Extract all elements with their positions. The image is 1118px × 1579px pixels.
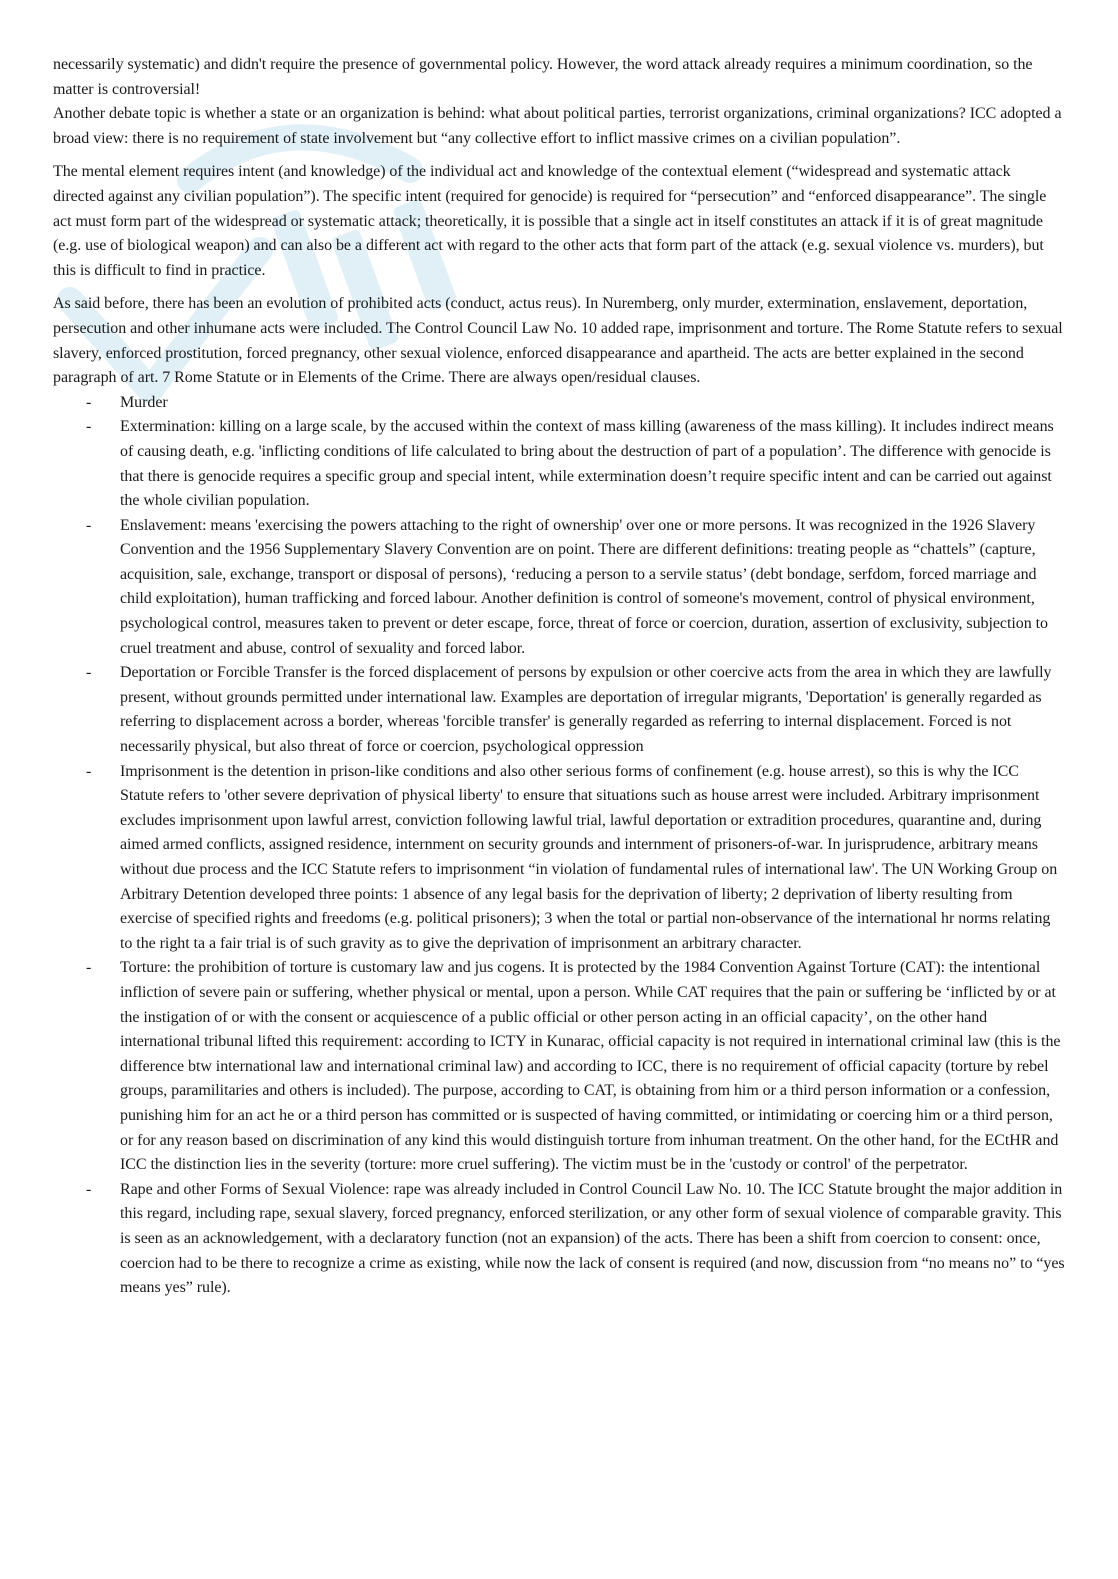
list-item-imprisonment <box>53 760 1065 957</box>
list-item-text: Rape and other Forms of Sexual Violence: rape was already included in Control Council Law No. 10. The ICC Statute brought the major addition in this regard, including rape, sexual slavery, forced pregnancy, enforced sterilization, or any other form of sexual violence of comparable gravity. This is seen as an acknowledgement, with a declaratory function (not an expansion) of the acts. There has been a shift from coercion to consent: once, coercion had to be there to recognize a crime as existing, while now the lack of consent is required (and now, discussion from “no means no” to “yes means yes” rule). <box>120 1180 1065 1297</box>
list-item-text: Extermination: killing on a large scale, by the accused within the context of mass killing (awareness of the mass killing). It includes indirect means of causing death, e.g. 'inflicting conditions of life calculated to bring about the destruction of part of a population’. The difference with genocide is that there is genocide requires a specific group and special intent, while extermination doesn’t require specific intent and can be carried out against the whole civilian population. <box>120 418 1054 510</box>
list-item-deportation <box>53 661 1065 759</box>
bullet-dash: - <box>86 959 92 977</box>
paragraph-attack-continuation: necessarily systematic) and didn't require the presence of governmental policy. However, the word attack already requires a minimum coordination, so the matter is controversial! <box>53 56 1033 98</box>
bullet-dash: - <box>86 516 92 534</box>
list-item-text: Enslavement: means 'exercising the powers attaching to the right of ownership' over one or more persons. It was recognized in the 1926 Slavery Convention and the 1956 Supplementary Slavery Convention are on point. There are different definitions: treating people as “chattels” (capture, acquisition, sale, exchange, transport or disposal of persons), ‘reducing a person to a servile status’ (debt bondage, serfdom, forced marriage and child exploitation), human trafficking and forced labour. Another definition is control of someone's movement, control of physical environment, psychological control, measures taken to prevent or deter escape, force, threat of force or coercion, duration, assertion of exclusivity, subjection to cruel treatment and abuse, control of sexuality and forced labor. <box>120 516 1048 657</box>
document-page <box>53 53 1065 1301</box>
paragraph-mental-element: The mental element requires intent (and knowledge) of the individual act and knowledge of the contextual element (“widespread and systematic attack directed against any civilian population”). The specific intent (required for genocide) is required for “persecution” and “enforced disappearance”. The single act must form part of the widespread or systematic attack; theoretically, it is possible that a single act in itself constitutes an attack if it is of great magnitude (e.g. use of biological weapon) and can also be a different act with regard to the other acts that form part of the attack (e.g. sexual violence vs. murders), but this is difficult to find in practice. <box>53 163 1047 279</box>
list-item-text: Imprisonment is the detention in prison-like conditions and also other serious forms of confinement (e.g. house arrest), so this is why the ICC Statute refers to 'other severe deprivation of physical liberty' to ensure that situations such as house arrest were included. Arbitrary imprisonment excludes imprisonment upon lawful arrest, conviction following lawful trial, lawful deportation or extradition procedures, quarantine and, during aimed armed conflicts, assigned residence, internment on security grounds and internment of prisoners-of-war. In jurisprudence, arbitrary means without due process and the ICC Statute refers to imprisonment “in violation of fundamental rules of international law'. The UN Working Group on Arbitrary Detention developed three points: 1 absence of any legal basis for the deprivation of liberty; 2 deprivation of liberty resulting from exercise of specified rights and freedoms (e.g. political prisoners); 3 when the total or partial non-observance of the international hr norms relating to the right ta a fair trial is of such gravity as to give the deprivation of imprisonment an arbitrary character. <box>120 762 1058 952</box>
bullet-dash: - <box>86 393 92 411</box>
list-item-extermination <box>53 415 1065 513</box>
list-item-text: Deportation or Forcible Transfer is the forced displacement of persons by expulsion or other coercive acts from the area in which they are lawfully present, without grounds permitted under international law. Examples are deportation of irregular migrants, 'Deportation' is generally regarded as referring to displacement across a border, whereas 'forcible transfer' is generally regarded as referring to internal displacement. Forced is not necessarily physical, but also threat of force or coercion, psychological oppression <box>120 664 1052 756</box>
bullet-dash: - <box>86 664 92 682</box>
bullet-dash: - <box>86 418 92 436</box>
bullet-dash: - <box>86 1180 92 1198</box>
list-item-sexual-violence <box>53 1178 1065 1301</box>
list-item-torture <box>53 956 1065 1177</box>
prohibited-acts-list <box>53 391 1065 1301</box>
list-item-text: Torture: the prohibition of torture is customary law and jus cogens. It is protected by the 1984 Convention Against Torture (CAT): the intentional infliction of severe pain or suffering, whether physical or mental, upon a person. While CAT requires that the pain or suffering be ‘inflicted by or at the instigation of or with the consent or acquiescence of a public official or other person acting in an official capacity’, on the other hand international tribunal lifted this requirement: according to ICTY in Kunarac, official capacity is not required in international criminal law (this is the difference btw international law and international criminal law) and according to ICC, there is no requirement of official capacity (torture by rebel groups, paramilitaries and others is included). The purpose, according to CAT, is obtaining from him or a third person information or a confession, punishing him for an act he or a third person has committed or is suspected of having committed, or intimidating or coercing him or a third person, or for any reason based on discrimination of any kind this would distinguish torture from inhuman treatment. On the other hand, for the ECtHR and ICC the distinction lies in the severity (torture: more cruel suffering). The victim must be in the 'custody or control' of the perpetrator. <box>120 959 1061 1174</box>
list-item-text: Murder <box>120 393 168 411</box>
list-item-murder <box>53 391 1065 416</box>
bullet-dash: - <box>86 762 92 780</box>
paragraph-prohibited-acts: As said before, there has been an evolution of prohibited acts (conduct, actus reus). In Nuremberg, only murder, extermination, enslavement, deportation, persecution and other inhumane acts were included. The Control Council Law No. 10 added rape, imprisonment and torture. The Rome Statute refers to sexual slavery, enforced prostitution, forced pregnancy, other sexual violence, enforced disappearance and apartheid. The acts are better explained in the second paragraph of art. 7 Rome Statute or in Elements of the Crime. There are always open/residual clauses. <box>53 295 1063 387</box>
paragraph-organization-debate: Another debate topic is whether a state or an organization is behind: what about political parties, terrorist organizations, criminal organizations? ICC adopted a broad view: there is no requirement of state involvement but “any collective effort to inflict massive crimes on a civilian population”. <box>53 105 1062 147</box>
list-item-enslavement <box>53 514 1065 662</box>
